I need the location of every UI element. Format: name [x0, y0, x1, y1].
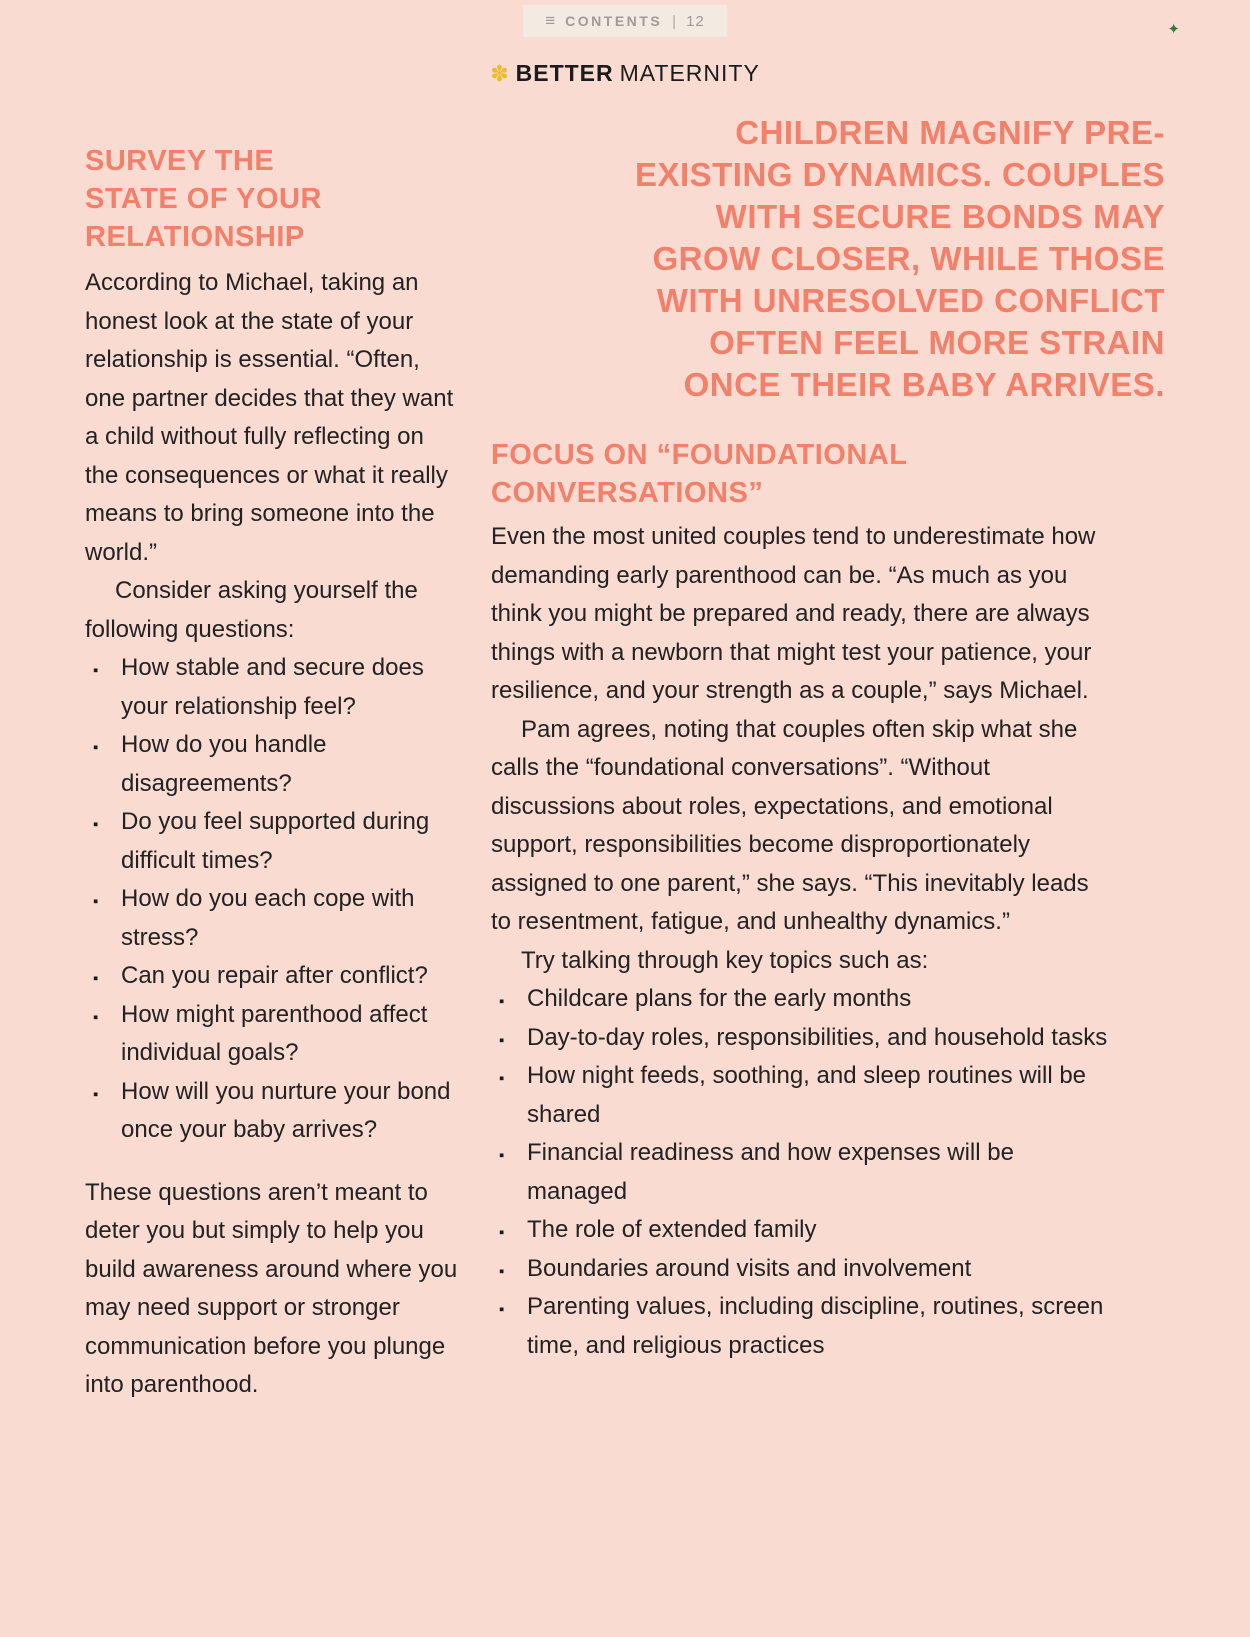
questions-list	[85, 649, 463, 1150]
list-item-text: How do you each cope with stress?	[121, 885, 415, 951]
list-item-text: How will you nurture your bond once your baby arrives?	[121, 1077, 451, 1143]
list-item-text: The role of extended family	[527, 1216, 817, 1243]
list-item-text: How stable and secure does your relationship feel?	[121, 654, 424, 720]
bullet-icon	[93, 649, 98, 691]
pull-quote-line: GROW CLOSER, WHILE THOSE	[652, 240, 1165, 277]
bullet-icon	[93, 803, 98, 845]
bullet-icon	[499, 1288, 504, 1330]
pull-quote-line: WITH SECURE BONDS MAY	[715, 198, 1165, 235]
bullet-icon	[499, 1019, 504, 1061]
list-item	[491, 1288, 1111, 1365]
menu-icon: ≡	[545, 11, 556, 30]
list-item	[85, 726, 463, 803]
left-column	[85, 108, 463, 1405]
flower-icon: ✽	[490, 61, 510, 86]
bullet-icon	[93, 726, 98, 768]
paragraph: These questions aren’t meant to deter you but simply to help you build awareness around where you may need support or stronger communication before you plunge into parenthood.	[85, 1178, 458, 1398]
list-item	[85, 957, 463, 996]
list-item	[491, 980, 1111, 1019]
pull-quote-line: EXISTING DYNAMICS. COUPLES	[634, 156, 1165, 193]
list-item	[85, 803, 463, 880]
separator: |	[672, 12, 677, 30]
pull-quote-line: OFTEN FEEL MORE STRAIN	[709, 324, 1165, 361]
bullet-icon	[93, 957, 98, 999]
list-item	[85, 880, 463, 957]
list-item-text: Do you feel supported during difficult times?	[121, 808, 430, 874]
list-item	[85, 649, 463, 726]
bullet-icon	[499, 980, 504, 1022]
heading-line: RELATIONSHIP	[85, 221, 305, 253]
list-item	[491, 1057, 1111, 1134]
section-heading-focus	[491, 436, 1165, 512]
list-item	[491, 1019, 1111, 1058]
heading-line: SURVEY THE	[85, 145, 275, 177]
list-item	[491, 1211, 1111, 1250]
list-item-text: Boundaries around visits and involvement	[527, 1254, 972, 1282]
pull-quote-line: WITH UNRESOLVED CONFLICT	[656, 282, 1165, 319]
section-heading-survey	[85, 142, 463, 256]
pull-quote-line: ONCE THEIR BABY ARRIVES.	[683, 366, 1165, 403]
page-number: 12	[686, 12, 705, 30]
bullet-icon	[499, 1250, 504, 1292]
paragraph: According to Michael, taking an honest look at the state of your relationship is essential. “Often, one partner decides that they want a child without fully reflecting on the consequences or what it really means to bring someone into the world.”	[85, 269, 454, 566]
list-item-text: Parenting values, including discipline, routines, screen time, and religious practices	[527, 1293, 1104, 1359]
bullet-icon	[93, 880, 98, 922]
list-item	[491, 1250, 1111, 1289]
list-item	[85, 996, 463, 1073]
contents-button[interactable]	[523, 5, 727, 37]
paragraph: Try talking through key topics such as:	[521, 946, 929, 974]
bullet-icon	[499, 1211, 504, 1253]
paragraph: Even the most united couples tend to underestimate how demanding early parenthood can be. “As much as you think you might be prepared and ready, there are always things with a newborn that might test your patience, your resilience, and your strength as a couple,” says Michael.	[491, 523, 1096, 704]
heading-line: STATE OF YOUR	[85, 183, 322, 215]
list-item-text: How night feeds, soothing, and sleep routines will be shared	[527, 1062, 1087, 1128]
list-item	[491, 1134, 1111, 1211]
list-item-text: Childcare plans for the early months	[527, 985, 912, 1012]
right-column	[491, 108, 1165, 1405]
paragraph: Pam agrees, noting that couples often skip what she calls the “foundational conversations”. “Without discussions about roles, expectations, and emotional support, responsibilities become disproportionately assigned to one parent,” she says. “This inevitably leads to resentment, fatigue, and unhealthy dynamics.”	[491, 715, 1089, 935]
list-item-text: Day-to-day roles, responsibilities, and household tasks	[527, 1023, 1108, 1051]
bullet-icon	[499, 1134, 504, 1176]
contents-label: CONTENTS	[565, 13, 663, 29]
pull-quote	[491, 112, 1165, 406]
brand-name-light: MATERNITY	[619, 60, 760, 86]
pull-quote-line: CHILDREN MAGNIFY PRE-	[735, 114, 1165, 151]
list-item	[85, 1073, 463, 1150]
list-item-text: Can you repair after conflict?	[121, 962, 428, 989]
sparkle-icon: ✦	[1167, 21, 1180, 38]
list-item-text: How might parenthood affect individual goals?	[121, 1000, 428, 1066]
article-columns	[85, 108, 1165, 1405]
brand-header	[0, 60, 1250, 87]
list-item-text: Financial readiness and how expenses will be managed	[527, 1139, 1014, 1205]
heading-line: FOCUS ON “FOUNDATIONAL	[491, 439, 908, 471]
bullet-icon	[93, 996, 98, 1038]
bullet-icon	[499, 1057, 504, 1099]
brand-name-bold: BETTER	[515, 60, 614, 86]
topics-list	[491, 980, 1111, 1365]
bullet-icon	[93, 1073, 98, 1115]
paragraph: Consider asking yourself the following questions:	[85, 577, 418, 643]
heading-line: CONVERSATIONS”	[491, 477, 764, 509]
list-item-text: How do you handle disagreements?	[121, 731, 327, 797]
